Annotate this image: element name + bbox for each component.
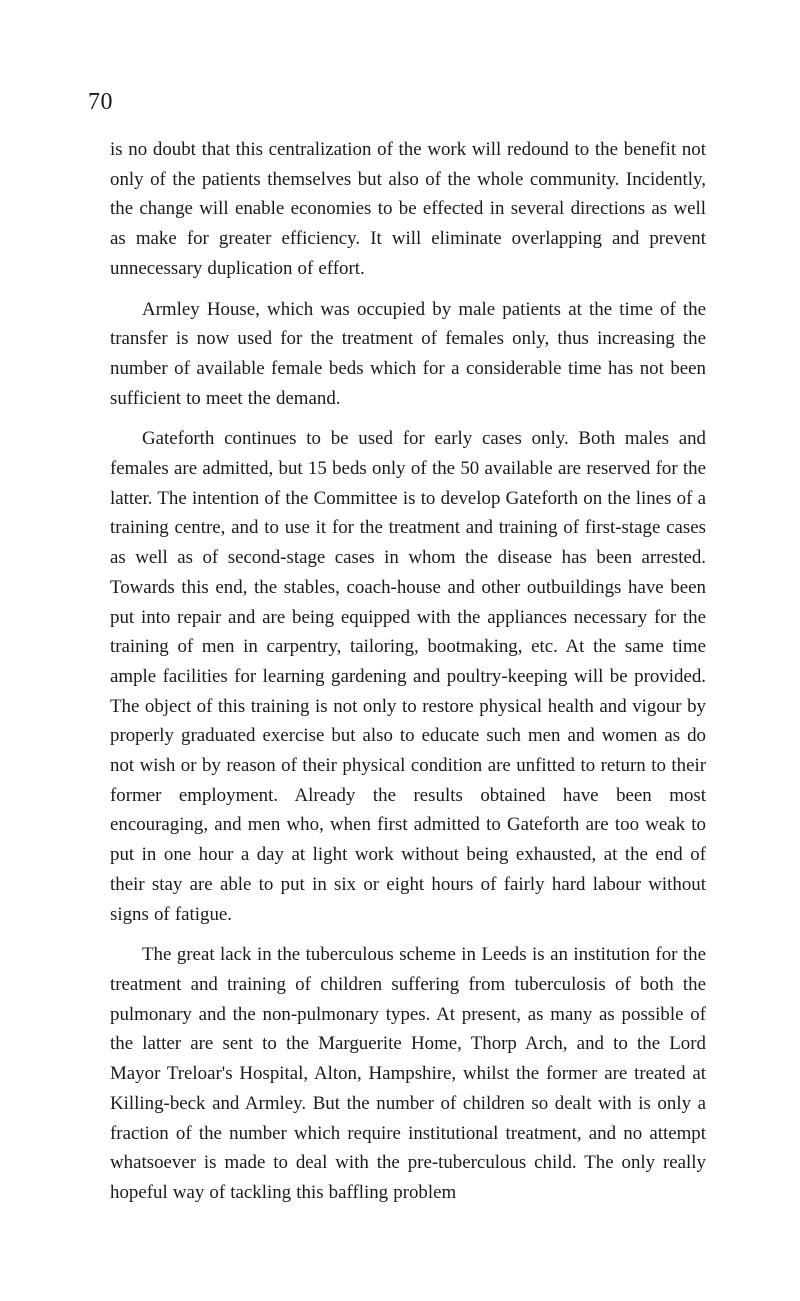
paragraph-armley-house: Armley House, which was occupied by male patients at the time of the transfer is now used for the treatment of females only, thus increasing the number of available female beds which for a considerable time has not been sufficient to meet the demand. <box>110 298 706 409</box>
paragraph-continuation: is no doubt that this centralization of the work will redound to the benefit not only of the patients themselves but also of the whole community. Incidently, the change will enable economies to be effected in several directions as well as make for greater efficiency. It will eliminate overlapping and prevent unnecessary duplication of effort. <box>110 139 706 279</box>
paragraph-children-tuberculosis: The great lack in the tuberculous scheme in Leeds is an institution for the treatment and training of children suffering from tuberculosis of both the pulmonary and the non-pulmonary types. At present, as many as possible of the latter are sent to the Marguerite Home, Thorp Arch, and to the Lord Mayor Treloar's Hospital, Alton, Hampshire, whilst the former are treated at Killing-beck and Armley. But the number of children so dealt with is only a fraction of the number which require institutional treatment, and no attempt whatsoever is made to deal with the pre-tuberculous child. The only really hopeful way of tackling this baffling problem <box>110 944 706 1203</box>
body-text <box>110 135 706 1208</box>
paragraph-gateforth: Gateforth continues to be used for early cases only. Both males and females are admitted, but 15 beds only of the 50 available are reserved for the latter. The intention of the Committee is to develop Gateforth on the lines of a training centre, and to use it for the treatment and training of first-stage cases as well as of second-stage cases in whom the disease has been arrested. Towards this end, the stables, coach-house and other outbuildings have been put into repair and are being equipped with the appliances necessary for the training of men in carpentry, tailoring, bootmaking, etc. At the same time ample facilities for learning gardening and poultry-keeping will be provided. The object of this training is not only to restore physical health and vigour by properly graduated exercise but also to educate such men and women as do not wish or by reason of their physical condition are unfitted to return to their former employment. Already the results obtained have been most encouraging, and men who, when first admitted to Gateforth are too weak to put in one hour a day at light work without being exhausted, at the end of their stay are able to put in six or eight hours of fairly hard labour without signs of fatigue. <box>110 428 706 925</box>
page-number: 70 <box>88 89 113 115</box>
